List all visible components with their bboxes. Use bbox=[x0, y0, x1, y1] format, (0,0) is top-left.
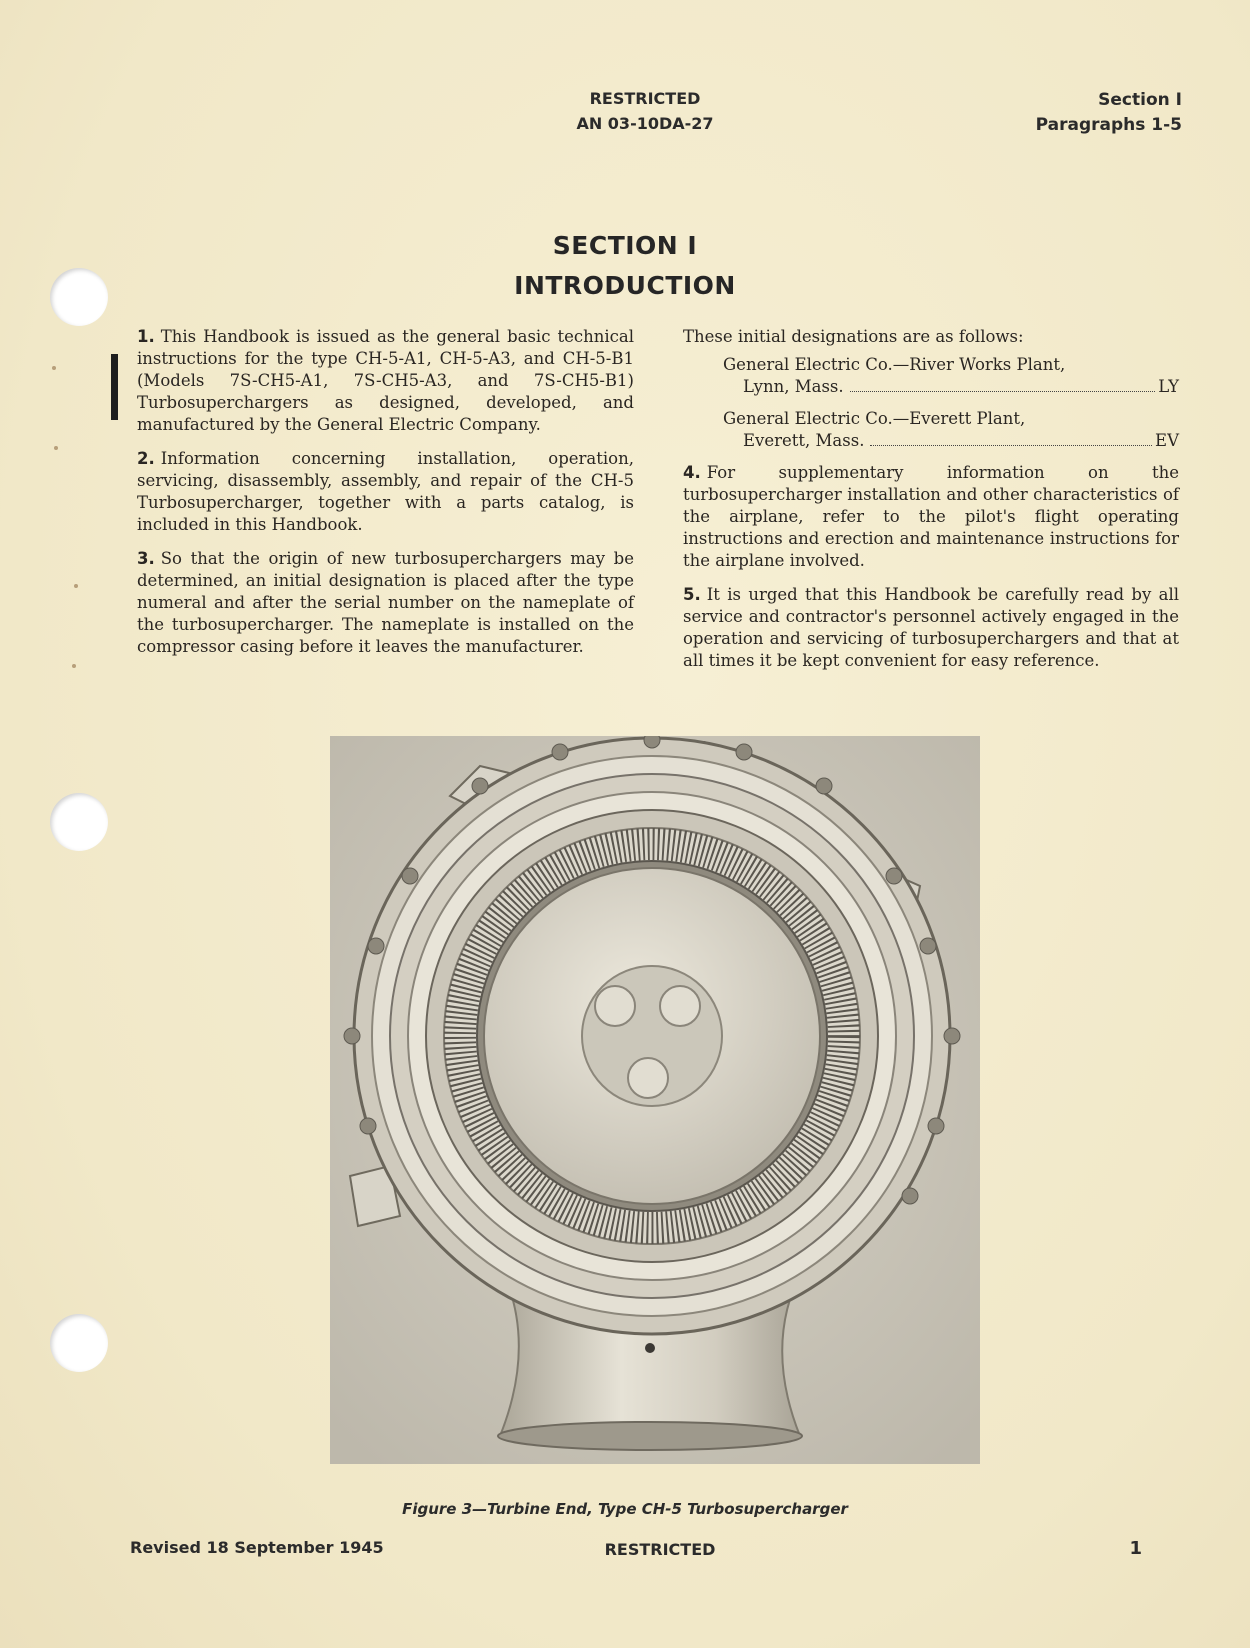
paragraph-text: It is urged that this Handbook be carefully read by all service and contractor's personnel actively engaged in the operation and servicing of turbosuperchargers and that at all times it be kept convenient for easy reference. bbox=[683, 585, 1179, 670]
paragraph-number: 4. bbox=[683, 463, 701, 482]
paragraph-2 bbox=[137, 448, 634, 536]
change-bar bbox=[111, 354, 118, 420]
paper-speck bbox=[72, 664, 76, 668]
footer-page-number: 1 bbox=[1129, 1538, 1142, 1559]
designation-code: LY bbox=[1158, 377, 1179, 396]
header-section: Section I bbox=[1098, 90, 1182, 110]
paragraph-1 bbox=[137, 326, 634, 436]
paper-speck bbox=[74, 584, 78, 588]
paragraph-number: 1. bbox=[137, 327, 155, 346]
paragraph-3 bbox=[137, 548, 634, 658]
designations-intro: These initial designations are as follows: bbox=[683, 327, 1024, 346]
turbine-illustration bbox=[330, 736, 980, 1464]
left-column bbox=[137, 326, 634, 670]
paragraph-4 bbox=[683, 462, 1179, 572]
turbosupercharger-photo bbox=[330, 736, 980, 1464]
footer-revised-date: Revised 18 September 1945 bbox=[130, 1538, 384, 1557]
header-right bbox=[1036, 88, 1182, 138]
designation-2 bbox=[683, 408, 1179, 452]
binder-hole bbox=[50, 1314, 108, 1372]
paper-speck bbox=[52, 366, 56, 370]
header-center bbox=[520, 86, 770, 136]
paper-speck bbox=[54, 446, 58, 450]
header-classification: RESTRICTED bbox=[589, 89, 701, 108]
figure-caption: Figure 3—Turbine End, Type CH-5 Turbosupercharger bbox=[402, 1500, 848, 1518]
designation-location-row bbox=[683, 376, 1179, 398]
designation-location: Lynn, Mass. bbox=[743, 377, 844, 396]
binder-hole bbox=[50, 793, 108, 851]
paragraph-text: Information concerning installation, operation, servicing, disassembly, assembly, and repair of the CH-5 Turbosupercharger, together with a parts catalog, is included in this Handbook. bbox=[137, 449, 634, 534]
designation-code: EV bbox=[1155, 431, 1179, 450]
footer-classification: RESTRICTED bbox=[604, 1540, 716, 1559]
designation-company: General Electric Co.—River Works Plant, bbox=[723, 355, 1066, 374]
designation-location-row bbox=[683, 430, 1179, 452]
header-paragraphs: Paragraphs 1-5 bbox=[1035, 115, 1182, 135]
paragraph-5 bbox=[683, 584, 1179, 672]
header-document-number: AN 03-10DA-27 bbox=[576, 114, 714, 133]
section-title: INTRODUCTION bbox=[514, 271, 736, 300]
right-column bbox=[683, 326, 1179, 684]
paragraph-text: This Handbook is issued as the general basic technical instructions for the type CH-5-A1, CH-5-A3, and CH-5-B1 (Models 7S-CH5-A1, 7S-CH5-A3, and 7S-CH5-B1) Turbosuperchargers as designed, developed, and manufactured by the General Electric Company. bbox=[137, 327, 634, 434]
section-number: SECTION I bbox=[552, 231, 698, 260]
designation-company: General Electric Co.—Everett Plant, bbox=[723, 409, 1026, 428]
paragraph-text: For supplementary information on the turbosupercharger installation and other characteristics of the airplane, refer to the pilot's flight operating instructions and erection and maintenance instructions for the airplane involved. bbox=[683, 463, 1179, 570]
paragraph-text: So that the origin of new turbosuperchargers may be determined, an initial designation is placed after the type numeral and after the serial number on the nameplate of the turbosupercharger. The nameplate is installed on the compressor casing before it leaves the manufacturer. bbox=[137, 549, 634, 656]
designation-1 bbox=[683, 354, 1179, 398]
designation-location: Everett, Mass. bbox=[743, 431, 865, 450]
paragraph-number: 2. bbox=[137, 449, 155, 468]
dotted-leader bbox=[870, 445, 1152, 446]
dotted-leader bbox=[850, 391, 1156, 392]
paragraph-number: 3. bbox=[137, 549, 155, 568]
paragraph-number: 5. bbox=[683, 585, 701, 604]
